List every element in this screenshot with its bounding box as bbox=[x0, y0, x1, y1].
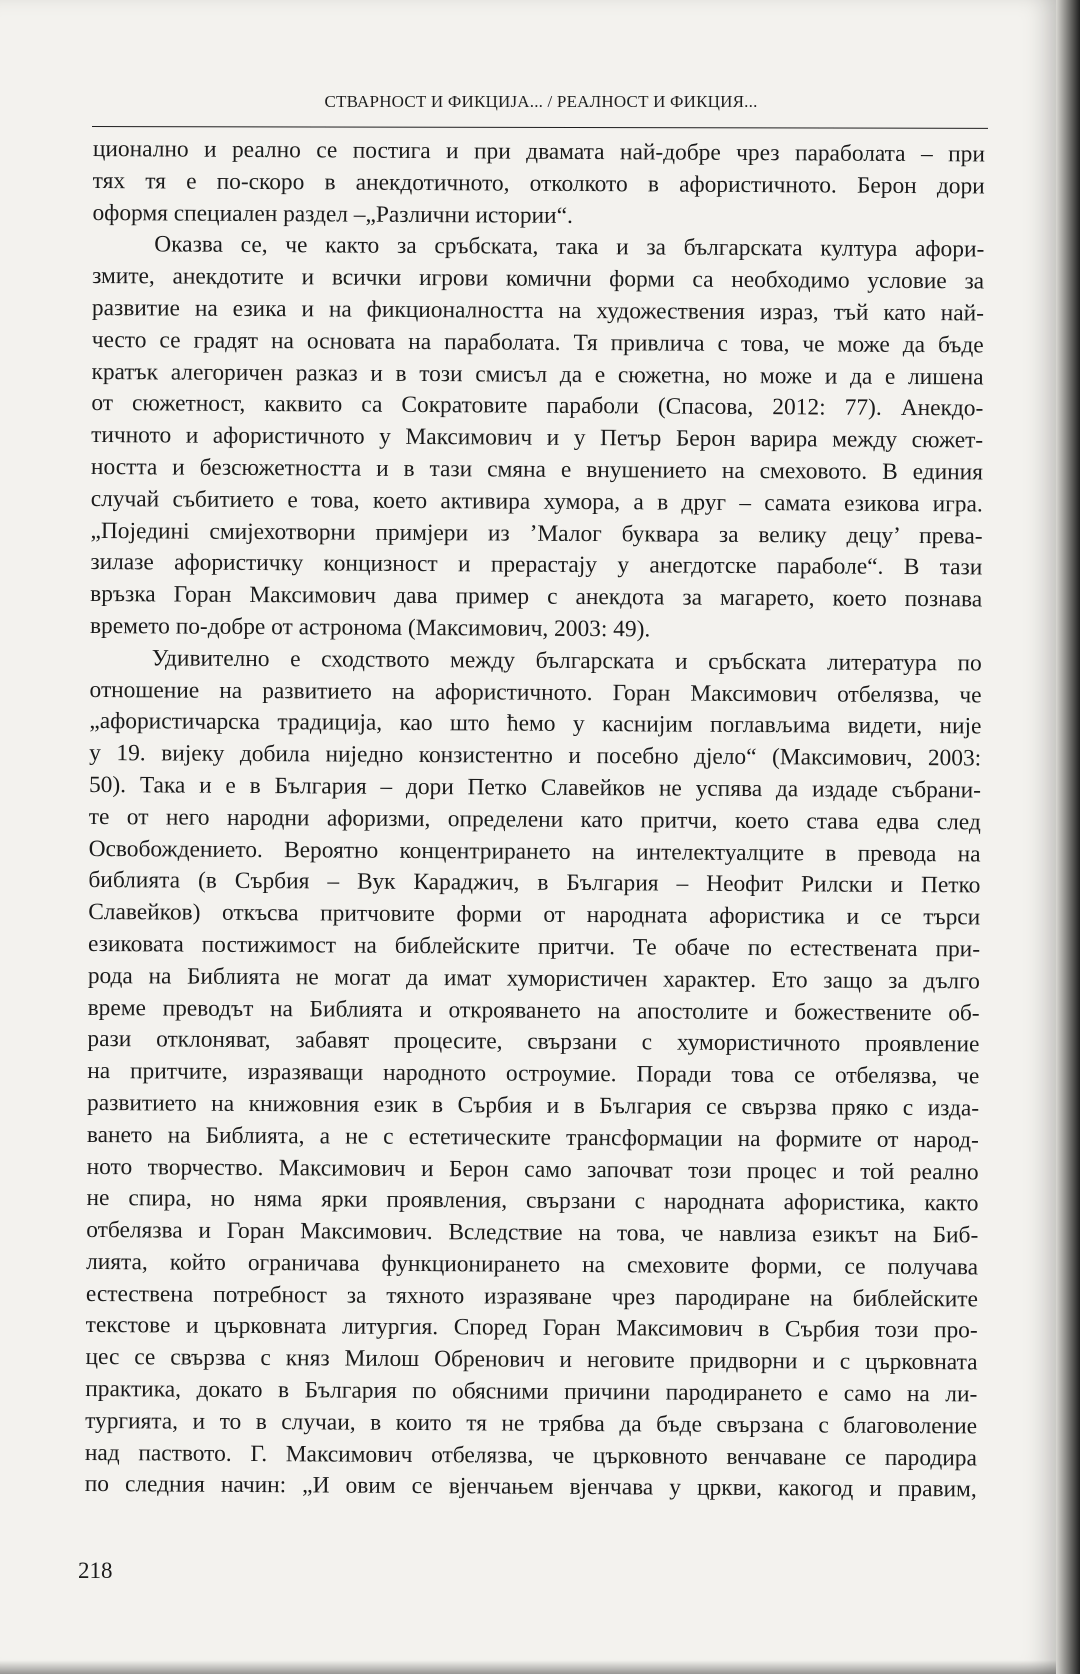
text-line: тичното и афористичното у Максимович и у Петър Берон варира между сюжет- bbox=[91, 422, 984, 454]
text-line: ното творчество. Максимович и Берон само започват този процес и той реално bbox=[86, 1153, 979, 1185]
text-line: време преводът на Библията и открояването на апостолите и божествените об- bbox=[87, 994, 980, 1026]
page-number: 218 bbox=[78, 1558, 113, 1583]
text-line: случай събитието е това, което активира хумора, а в друг – самата езикова игра. bbox=[90, 485, 983, 518]
header-rule bbox=[92, 126, 988, 129]
book-spine-edge bbox=[1056, 0, 1080, 1674]
text-line: Оказва се, че както за сръбската, така и за българската култура афори- bbox=[154, 231, 985, 263]
text-line: езиковата постижимост на библейските притчи. Те обаче по естествената при- bbox=[87, 930, 981, 963]
text-line: ционално и реално се постига и при двамата най-добре чрез параболата – при bbox=[92, 135, 985, 168]
text-line: естествена потребност за тяхното изразяване чрез пародиране на библейските bbox=[85, 1280, 978, 1313]
text-line: 50). Така и е в България – дори Петко Славейков не успява да издаде събрани- bbox=[88, 771, 982, 804]
text-line: времето по-добре от астронома (Максимович, 2003: 49). bbox=[89, 612, 651, 643]
text-line: ването на Библията, а не с естетическите трансформации на формите от народ- bbox=[86, 1121, 979, 1154]
text-line: по следния начин: „И овим се вјенчањем вјенчава у цркви, какогод и правим, bbox=[84, 1471, 977, 1503]
text-line: оформя специален раздел –„Различни истории“. bbox=[92, 199, 573, 229]
text-line: те от него народни афоризми, определени като притчи, което става едва след bbox=[88, 803, 981, 836]
text-line: Удивително е сходството между българската и сръбската литература по bbox=[151, 645, 982, 677]
text-line: от сюжетност, каквито са Сократовите параболи (Спасова, 2012: 77). Анекдо- bbox=[91, 390, 984, 422]
text-line: „Појединi смијехотворни примјери из ’Малог буквара за велику децу’ прева- bbox=[90, 517, 983, 550]
text-line: Славейков) откъсва притчовите форми от народната афористика и се търси bbox=[88, 899, 981, 931]
text-line: рода на Библията не могат да имат хумористичен характер. Ето защо за дълго bbox=[87, 962, 980, 995]
text-line: практика, докато в България по обясними причини пародирането е само на ли- bbox=[85, 1376, 978, 1408]
text-line: змите, анекдотите и всички игрови комични форми са необходимо условие за bbox=[92, 263, 985, 295]
text-line: не спира, но няма ярки проявления, свързани с народната афористика, както bbox=[86, 1185, 979, 1217]
text-line: Освобождението. Вероятно концентрирането на интелектуалците в превода на bbox=[88, 835, 981, 867]
text-line: тях тя е по-скоро в анекдотичното, отколкото в афористичното. Берон дори bbox=[92, 167, 985, 200]
text-line: на притчите, изразяващи народното остроумие. Поради това се отбелязва, че bbox=[87, 1058, 980, 1090]
page-bottom-shadow bbox=[0, 1660, 1056, 1674]
text-line: „афористичарска традиција, као што ћемо у каснијим поглављима видети, није bbox=[89, 708, 982, 740]
body-text bbox=[85, 134, 985, 1507]
text-line: често се градят на основата на параболата. Тя привлича с това, че може да бъде bbox=[91, 326, 984, 359]
text-line: библията (в Сърбия – Вук Караджич, в България – Неофит Рилски и Петко bbox=[88, 867, 981, 899]
text-line: кратък алегоричен разказ и в този смисъл да е сюжетна, но може и да е лишена bbox=[91, 358, 984, 391]
text-line: тургията, и то в случаи, в които тя не трябва да бъде свързана с благоволение bbox=[85, 1407, 978, 1440]
running-header: СТВАРНОСТ И ФИКЦИЈА... / РЕАЛНОСТ И ФИКЦИЯ... bbox=[324, 92, 758, 111]
text-line: ността и безсюжетността и в тази смяна е внушението на смеховото. В единия bbox=[90, 453, 984, 486]
text-line: отношение на развитието на афористичното. Горан Максимович отбелязва, че bbox=[89, 676, 982, 708]
text-line: над паството. Г. Максимович отбелязва, че църковното венчаване се пародира bbox=[84, 1439, 978, 1472]
text-line: цес се свързва с княз Милош Обренович и неговите придворни и с църковната bbox=[85, 1344, 978, 1376]
text-line: зилазе афористичку концизност и прерастају у анегдотске параболе“. В тази bbox=[90, 549, 983, 581]
text-line: отбелязва и Горан Максимович. Вследствие на това, че навлиза езикът на Биб- bbox=[86, 1217, 979, 1249]
text-line: развитие на езика и на фикционалността на художествения израз, тъй като най- bbox=[91, 294, 984, 327]
text-line: текстове и църковната литургия. Според Горан Максимович в Сърбия този про- bbox=[85, 1312, 978, 1344]
text-line: развитието на книжовния език в Сърбия и в България се свързва пряко с изда- bbox=[87, 1089, 980, 1122]
text-line: лията, който ограничава функционирането на смеховите форми, се получава bbox=[86, 1248, 979, 1281]
text-line: у 19. вијеку добила ниједно конзистентно и посебно дјело“ (Максимович, 2003: bbox=[89, 740, 982, 772]
text-line: връзка Горан Максимович дава пример с анекдота за магарето, което познава bbox=[90, 581, 983, 613]
text-line: рази отклоняват, забавят процесите, свързани с хумористичното проявление bbox=[87, 1026, 980, 1058]
